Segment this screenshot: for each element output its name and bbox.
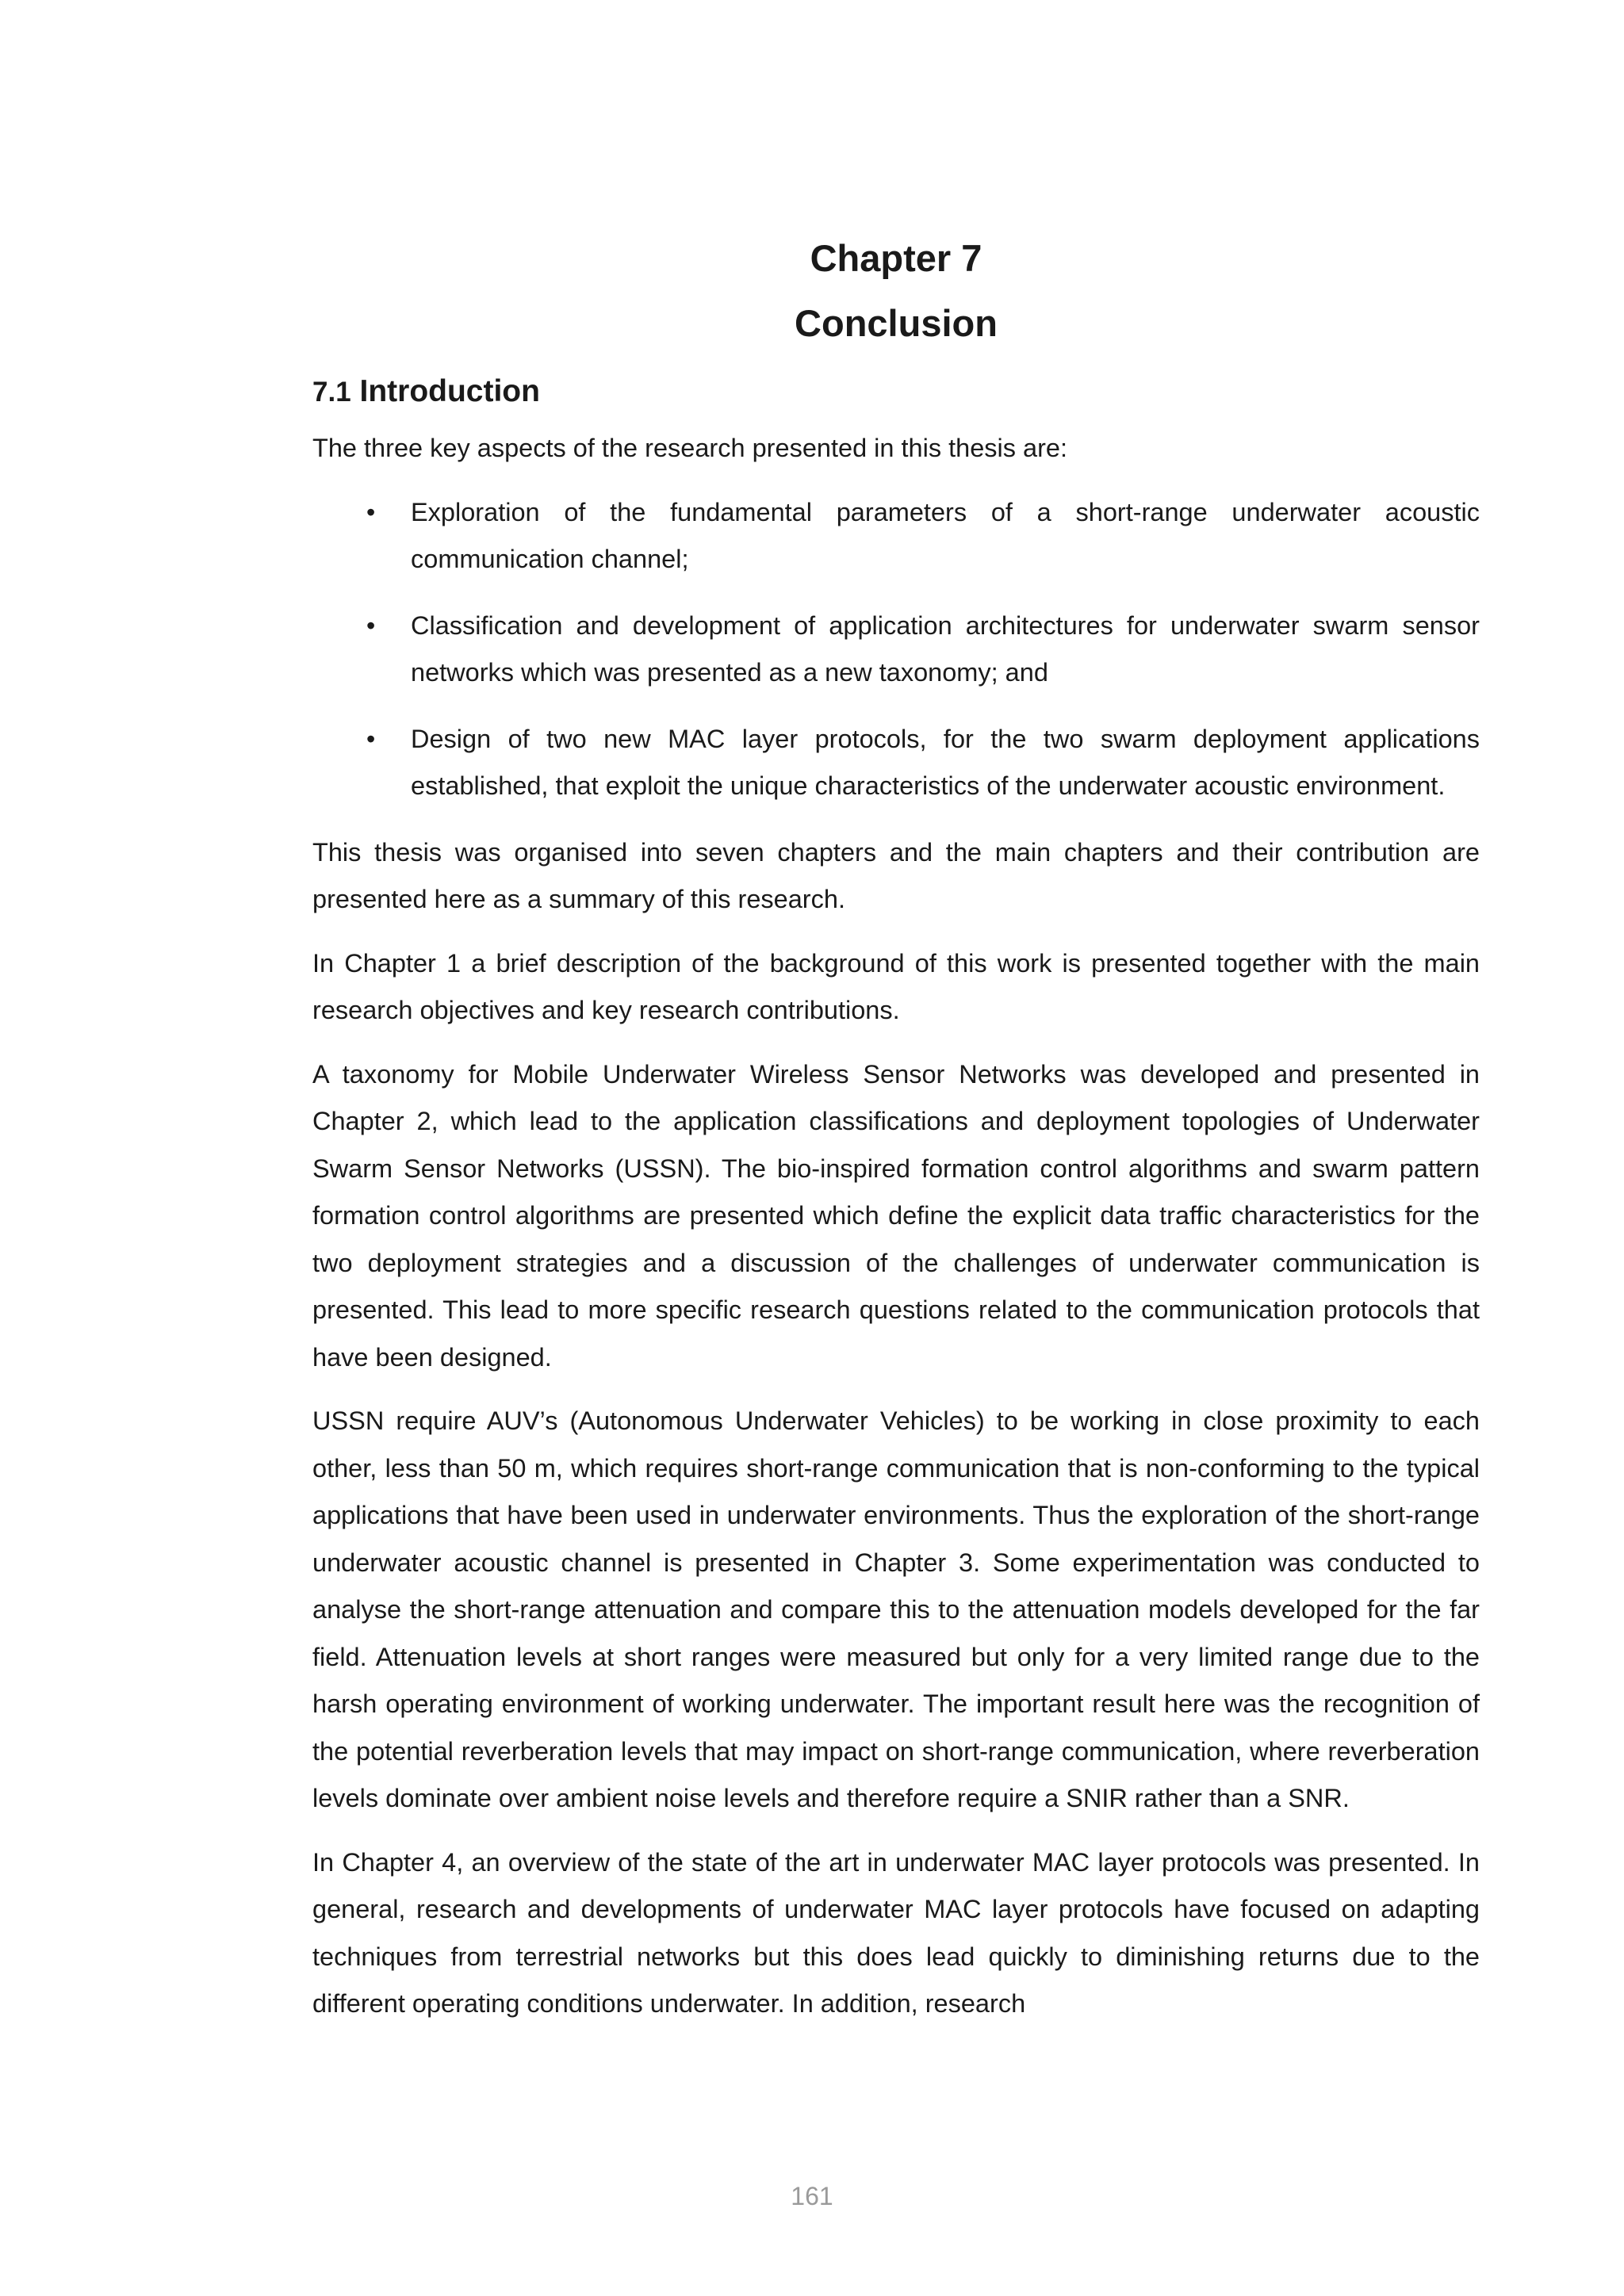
body-paragraph: This thesis was organised into seven chapters and the main chapters and their contribution are presented here as a summary of this research. bbox=[312, 837, 1480, 913]
section-heading bbox=[312, 372, 1480, 412]
list-item-text: Exploration of the fundamental parameters of a short-range underwater acoustic communication channel; bbox=[411, 497, 1480, 573]
page-content bbox=[312, 226, 1480, 2045]
bullet-icon: • bbox=[366, 724, 376, 753]
list-item bbox=[312, 716, 1480, 810]
list-item-text: Design of two new MAC layer protocols, for the two swarm deployment applications established, that exploit the unique characteristics of the underwater acoustic environment. bbox=[411, 724, 1480, 800]
list-item-text: Classification and development of application architectures for underwater swarm sensor networks which was presented as a new taxonomy; and bbox=[411, 610, 1480, 687]
list-item bbox=[312, 489, 1480, 584]
key-aspects-list bbox=[312, 489, 1480, 810]
bullet-icon: • bbox=[366, 497, 376, 526]
chapter-number: Chapter 7 bbox=[810, 237, 982, 279]
intro-paragraph: The three key aspects of the research presented in this thesis are: bbox=[312, 434, 1068, 462]
body-paragraph: USSN require AUV’s (Autonomous Underwater Vehicles) to be working in close proximity to each other, less than 50 m, which requires short-range communication that is non-conforming to the typical applications that have been used in underwater environments. Thus the exploration of the short-range underwater acoustic channel is presented in Chapter 3. Some experimentation was conducted to analyse the short-range attenuation and compare this to the attenuation models developed for the far field. Attenuation levels at short ranges were measured but only for a very limited range due to the harsh operating environment of working underwater. The important result here was the recognition of the potential reverberation levels that may impact on short-range communication, where reverberation levels dominate over ambient noise levels and therefore require a SNIR rather than a SNR. bbox=[312, 1406, 1480, 1812]
bullet-icon: • bbox=[366, 610, 376, 640]
chapter-title: Conclusion bbox=[795, 302, 998, 344]
body-paragraph: A taxonomy for Mobile Underwater Wireless Sensor Networks was developed and presented in Chapter 2, which lead to the application classifications and deployment topologies of Underwater Swarm Sensor Networks (USSN). The bio-inspired formation control algorithms and swarm pattern formation control algorithms are presented which define the explicit data traffic characteristics for the two deployment strategies and a discussion of the challenges of underwater communication is presented. This lead to more specific research questions related to the communication protocols that have been designed. bbox=[312, 1059, 1480, 1372]
section-number: 7.1 bbox=[312, 377, 351, 408]
list-item bbox=[312, 603, 1480, 697]
body-paragraph: In Chapter 1 a brief description of the background of this work is presented together with the main research objectives and key research contributions. bbox=[312, 948, 1480, 1024]
body-paragraph: In Chapter 4, an overview of the state of the art in underwater MAC layer protocols was presented. In general, research and developments of underwater MAC layer protocols have focused on adapting techniques from terrestrial networks but this does lead quickly to diminishing returns due to the different operating conditions underwater. In addition, research bbox=[312, 1847, 1480, 2018]
section-title: Introduction bbox=[359, 374, 540, 408]
page-number: 161 bbox=[791, 2182, 833, 2210]
chapter-heading bbox=[312, 226, 1480, 356]
